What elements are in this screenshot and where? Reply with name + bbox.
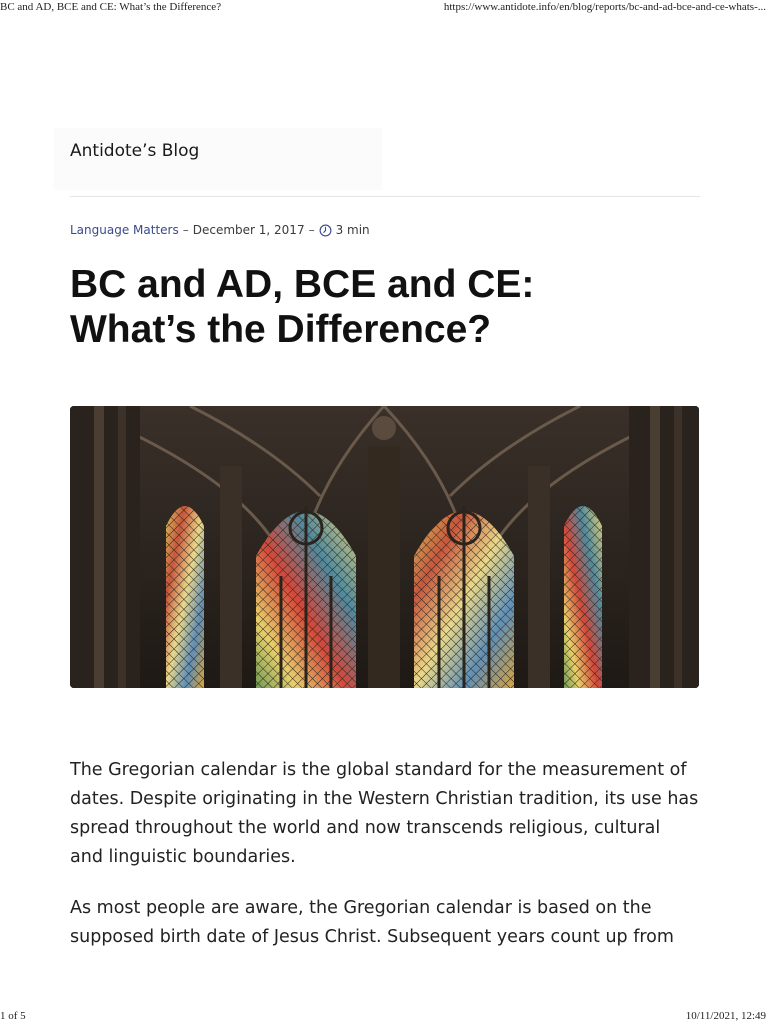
article-paragraph bbox=[70, 894, 710, 952]
paragraph-line: supposed birth date of Jesus Christ. Subsequent years count up from bbox=[70, 927, 674, 947]
print-page-title: BC and AD, BCE and CE: What’s the Difference? bbox=[0, 1, 222, 13]
article-title bbox=[70, 262, 710, 352]
article-body bbox=[70, 756, 710, 974]
header-divider bbox=[70, 196, 700, 197]
print-page-url: https://www.antidote.info/en/blog/reports/bc-and-ad-bce-and-ce-whats-... bbox=[443, 1, 766, 13]
paragraph-line: spread throughout the world and now transcends religious, cultural bbox=[70, 818, 661, 838]
category-link[interactable]: Language Matters bbox=[70, 223, 179, 237]
article-title-line: What’s the Difference? bbox=[70, 308, 492, 351]
article-paragraph bbox=[70, 756, 710, 872]
print-timestamp: 10/11/2021, 12:49 bbox=[685, 1010, 766, 1022]
cathedral-illustration bbox=[70, 406, 699, 688]
paragraph-line: dates. Despite originating in the Western Christian tradition, its use has bbox=[70, 789, 699, 809]
page-counter: 1 of 5 bbox=[0, 1010, 26, 1022]
clock-icon bbox=[319, 224, 332, 237]
paragraph-line: The Gregorian calendar is the global standard for the measurement of bbox=[70, 760, 687, 780]
meta-separator: – bbox=[308, 223, 315, 237]
blog-title-link[interactable]: Antidote’s Blog bbox=[70, 141, 200, 161]
print-footer bbox=[0, 1008, 768, 1024]
article-title-line: BC and AD, BCE and CE: bbox=[70, 263, 535, 306]
article-meta bbox=[70, 223, 370, 237]
read-time: 3 min bbox=[335, 223, 370, 237]
print-header bbox=[0, 0, 768, 16]
meta-separator: – bbox=[182, 223, 189, 237]
paragraph-line: and linguistic boundaries. bbox=[70, 847, 296, 867]
paragraph-line: As most people are aware, the Gregorian calendar is based on the bbox=[70, 898, 652, 918]
publish-date: December 1, 2017 bbox=[192, 223, 305, 237]
hero-image bbox=[70, 406, 699, 688]
